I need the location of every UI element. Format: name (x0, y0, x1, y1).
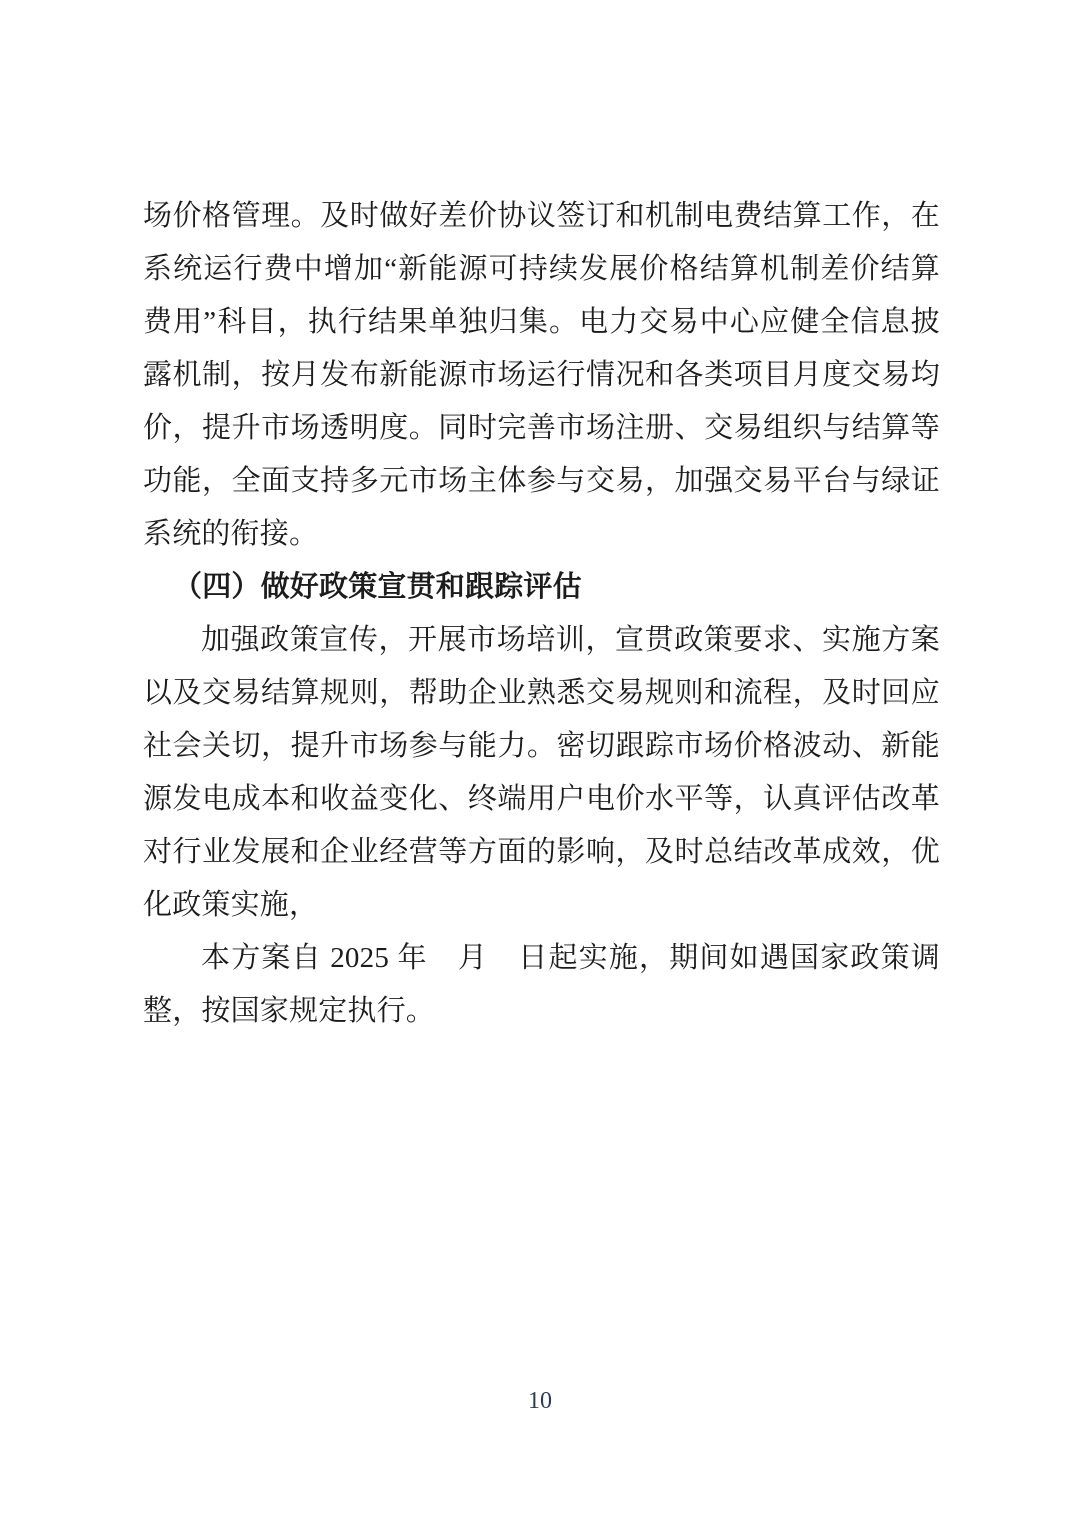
page-footer (0, 1388, 1080, 1415)
paragraph3-line: 本方案自 2025 年 月 日起实施，期间如遇国家政策调 (201, 942, 940, 974)
section-heading: （四）做好政策宣贯和跟踪评估 (173, 571, 582, 603)
paragraph2-line: 加强政策宣传，开展市场培训，宣贯政策要求、实施方案 (201, 624, 940, 656)
page-number: 10 (528, 1388, 552, 1414)
paragraph1-line: 露机制，按月发布新能源市场运行情况和各类项目月度交易均 (143, 359, 940, 391)
paragraph2-line: 以及交易结算规则，帮助企业熟悉交易规则和流程，及时回应 (143, 677, 940, 709)
paragraph1-line: 费用”科目，执行结果单独归集。电力交易中心应健全信息披 (143, 306, 940, 338)
paragraph3-line: 整，按国家规定执行。 (143, 995, 436, 1027)
paragraph2-line: 化政策实施， (143, 889, 319, 921)
paragraph1-line: 场价格管理。及时做好差价协议签订和机制电费结算工作，在 (143, 200, 940, 232)
paragraph2-line: 对行业发展和企业经营等方面的影响，及时总结改革成效，优 (143, 836, 940, 868)
paragraph1-line: 价，提升市场透明度。同时完善市场注册、交易组织与结算等 (143, 412, 940, 444)
paragraph1-line: 系统运行费中增加“新能源可持续发展价格结算机制差价结算 (143, 253, 940, 285)
paragraph1-line: 功能，全面支持多元市场主体参与交易，加强交易平台与绿证 (143, 465, 940, 497)
paragraph1-line: 系统的衔接。 (143, 518, 319, 550)
paragraph2-line: 社会关切，提升市场参与能力。密切跟踪市场价格波动、新能 (143, 730, 940, 762)
document-body (143, 190, 940, 1038)
paragraph2-line: 源发电成本和收益变化、终端用户电价水平等，认真评估改革 (143, 783, 940, 815)
